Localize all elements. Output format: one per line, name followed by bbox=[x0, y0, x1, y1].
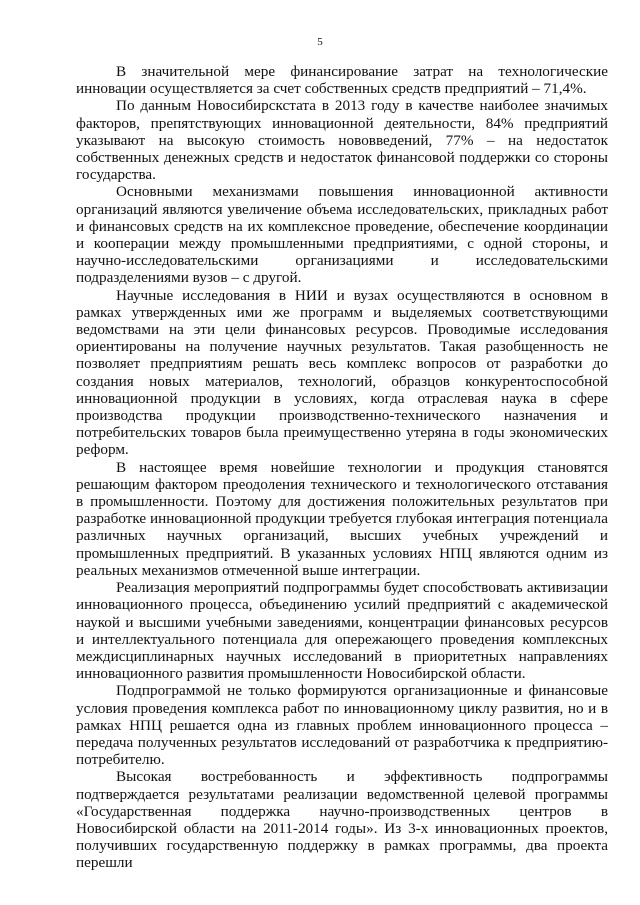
page-number: 5 bbox=[317, 36, 323, 48]
paragraph-obstacles: По данным Новосибирскстата в 2013 году в качестве наиболее значимых факторов, препятствующих инновационной деятельности, 84% предприятий указывают на высокую стоимость нововведений, 77% – на недостаток собственных денежных средств и недостаток финансовой поддержки со стороны государства. bbox=[76, 97, 608, 184]
paragraph-subprogram: Подпрограммой не только формируются организационные и финансовые условия проведения комплекса работ по инновационному циклу развития, но и в рамках НПЦ решается одна из главных проблем инновационного процесса – передача полученных результатов исследований от разработчика к предприятию-потребителю. bbox=[76, 682, 608, 769]
paragraph-research: Научные исследования в НИИ и вузах осуществляются в основном в рамках утвержденных ими же программ и выделяемых соответствующими ведомствами на эти цели финансовых ресурсов. Проводимые исследования ориентированы на получение научных результатов. Такая разобщенность не позволяет предприятиям решать весь комплекс вопросов от разработки до создания новых материалов, технологий, образцов конкурентоспособной инновационной продукции в условиях, когда отраслевая наука в сфере производства продукции производственно-технического назначения и потребительских товаров была преимущественно утеряна в годы экономических реформ. bbox=[76, 286, 608, 459]
paragraph-financing-share: В значительной мере финансирование затрат на технологические инновации осуществляется за счет собственных средств предприятий – 71,4%. bbox=[76, 63, 608, 98]
paragraph-mechanisms: Основными механизмами повышения инновационной активности организаций являются увеличение объема исследовательских, прикладных работ и финансовых средств на их комплексное проведение, обеспечение координации и кооперации между промышленными предприятиями, с одной стороны, и научно-исследовательскими организациями и исследовательскими подразделениями вузов – с другой. bbox=[76, 183, 608, 287]
document-body bbox=[76, 63, 608, 872]
paragraph-effectiveness: Высокая востребованность и эффективность подпрограммы подтверждается результатами реализации ведомственной целевой программы «Государственная поддержка научно-производственных центров в Новосибирской области на 2011-2014 годы». Из 3-х инновационных проектов, получивших государственную поддержку в рамках программы, два проекта перешли bbox=[76, 768, 608, 872]
paragraph-technologies: В настоящее время новейшие технологии и продукция становятся решающим фактором преодоления технического и технологического отставания в промышленности. Поэтому для достижения положительных результатов при разработке инновационной продукции требуется глубокая интеграция потенциала различных научных организаций, высших учебных учреждений и промышленных предприятий. В указанных условиях НПЦ являются одним из реальных механизмов отмеченной выше интеграции. bbox=[76, 458, 608, 579]
paragraph-implementation: Реализация мероприятий подпрограммы будет способствовать активизации инновационного процесса, объединению усилий предприятий с академической наукой и высшими учебными заведениями, концентрации финансовых ресурсов и интеллектуального потенциала для опережающего проведения комплексных междисциплинарных научных исследований в приоритетных направлениях инновационного развития промышленности Новосибирской области. bbox=[76, 579, 608, 683]
